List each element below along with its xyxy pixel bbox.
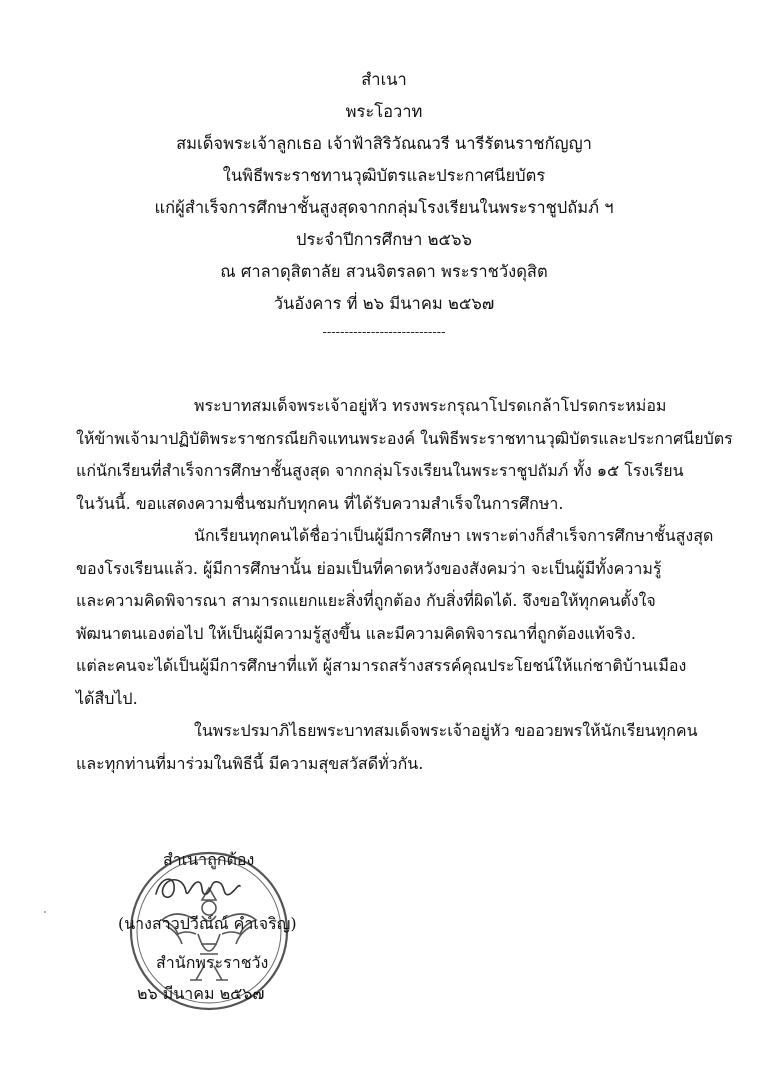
header-divider: ----------------------------: [322, 325, 446, 340]
header-line-princess: สมเด็จพระเจ้าลูกเธอ เจ้าฟ้าสิริวัณณวรี นารีรัตนราชกัญญา: [176, 134, 592, 153]
header-line-copy: สำเนา: [361, 70, 407, 89]
paragraph-2-line-2: ของโรงเรียนแล้ว. ผู้มีการศึกษานั้น ย่อมเป็นที่คาดหวังของสังคมว่า จะเป็นผู้มีทั้งความรู้: [76, 558, 662, 578]
paragraph-3-line-1: ในพระปรมาภิไธยพระบาทสมเด็จพระเจ้าอยู่หัว ขออวยพรให้นักเรียนทุกคน: [194, 721, 698, 740]
paragraph-1-line-4: ในวันนี้. ขอแสดงความชื่นชมกับทุกคน ที่ได้รับความสำเร็จในการศึกษา.: [76, 493, 564, 513]
speech-body: [76, 390, 733, 780]
header-line-venue: ณ ศาลาดุสิตาลัย สวนจิตรลดา พระราชวังดุสิต: [220, 262, 548, 281]
signer-office: สำนักพระราชวัง: [156, 953, 269, 972]
handwritten-signature-icon: [148, 868, 244, 908]
paragraph-3-line-2: และทุกท่านที่มาร่วมในพิธีนี้ มีความสุขสวัสดีทั่วกัน.: [76, 753, 424, 773]
paragraph-1-line-2: ให้ข้าพเจ้ามาปฏิบัติพระราชกรณียกิจแทนพระองค์ ในพิธีพระราชทานวุฒิบัตรและประกาศนียบัตร: [76, 428, 733, 448]
paragraph-1-line-3: แก่นักเรียนที่สำเร็จการศึกษาชั้นสูงสุด จากกลุ่มโรงเรียนในพระราชูปถัมภ์ ทั้ง ๑๕ โรงเรียน: [76, 461, 684, 480]
document-header: [0, 64, 768, 344]
paragraph-2-line-1: นักเรียนทุกคนได้ชื่อว่าเป็นผู้มีการศึกษา เพราะต่างก็สำเร็จการศึกษาชั้นสูงสุด: [194, 526, 714, 545]
paragraph-2-line-6: ได้สืบไป.: [76, 688, 138, 708]
certified-copy-label: สำเนาถูกต้อง: [163, 850, 255, 869]
header-line-graduates: แก่ผู้สำเร็จการศึกษาชั้นสูงสุดจากกลุ่มโรงเรียนในพระราชูปถัมภ์ ฯ: [154, 198, 614, 217]
header-line-date: วันอังคาร ที่ ๒๖ มีนาคม ๒๕๖๗: [273, 294, 495, 313]
paragraph-2-line-4: พัฒนาตนเองต่อไป ให้เป็นผู้มีความรู้สูงขึ้น และมีความคิดพิจารณาที่ถูกต้องแท้จริง.: [76, 623, 636, 643]
margin-mark: [44, 911, 46, 913]
paragraph-2-line-3: และความคิดพิจารณา สามารถแยกแยะสิ่งที่ถูกต้อง กับสิ่งที่ผิดได้. จึงขอให้ทุกคนตั้งใจ: [76, 591, 656, 610]
paragraph-2-line-5: แต่ละคนจะได้เป็นผู้มีการศึกษาที่แท้ ผู้สามารถสร้างสรรค์คุณประโยชน์ให้แก่ชาติบ้านเมือง: [76, 656, 687, 675]
header-line-ceremony: ในพิธีพระราชทานวุฒิบัตรและประกาศนียบัตร: [222, 166, 546, 185]
signature-date: ๒๖ มีนาคม ๒๕๖๗: [137, 984, 265, 1003]
header-line-academic-year: ประจำปีการศึกษา ๒๕๖๖: [296, 230, 472, 249]
signer-name: (นางสาวปวีณ์ณ์ คำเจริญ): [118, 914, 297, 933]
paragraph-1-line-1: พระบาทสมเด็จพระเจ้าอยู่หัว ทรงพระกรุณาโปรดเกล้าโปรดกระหม่อม: [194, 396, 667, 415]
header-line-title: พระโอวาท: [345, 102, 423, 121]
